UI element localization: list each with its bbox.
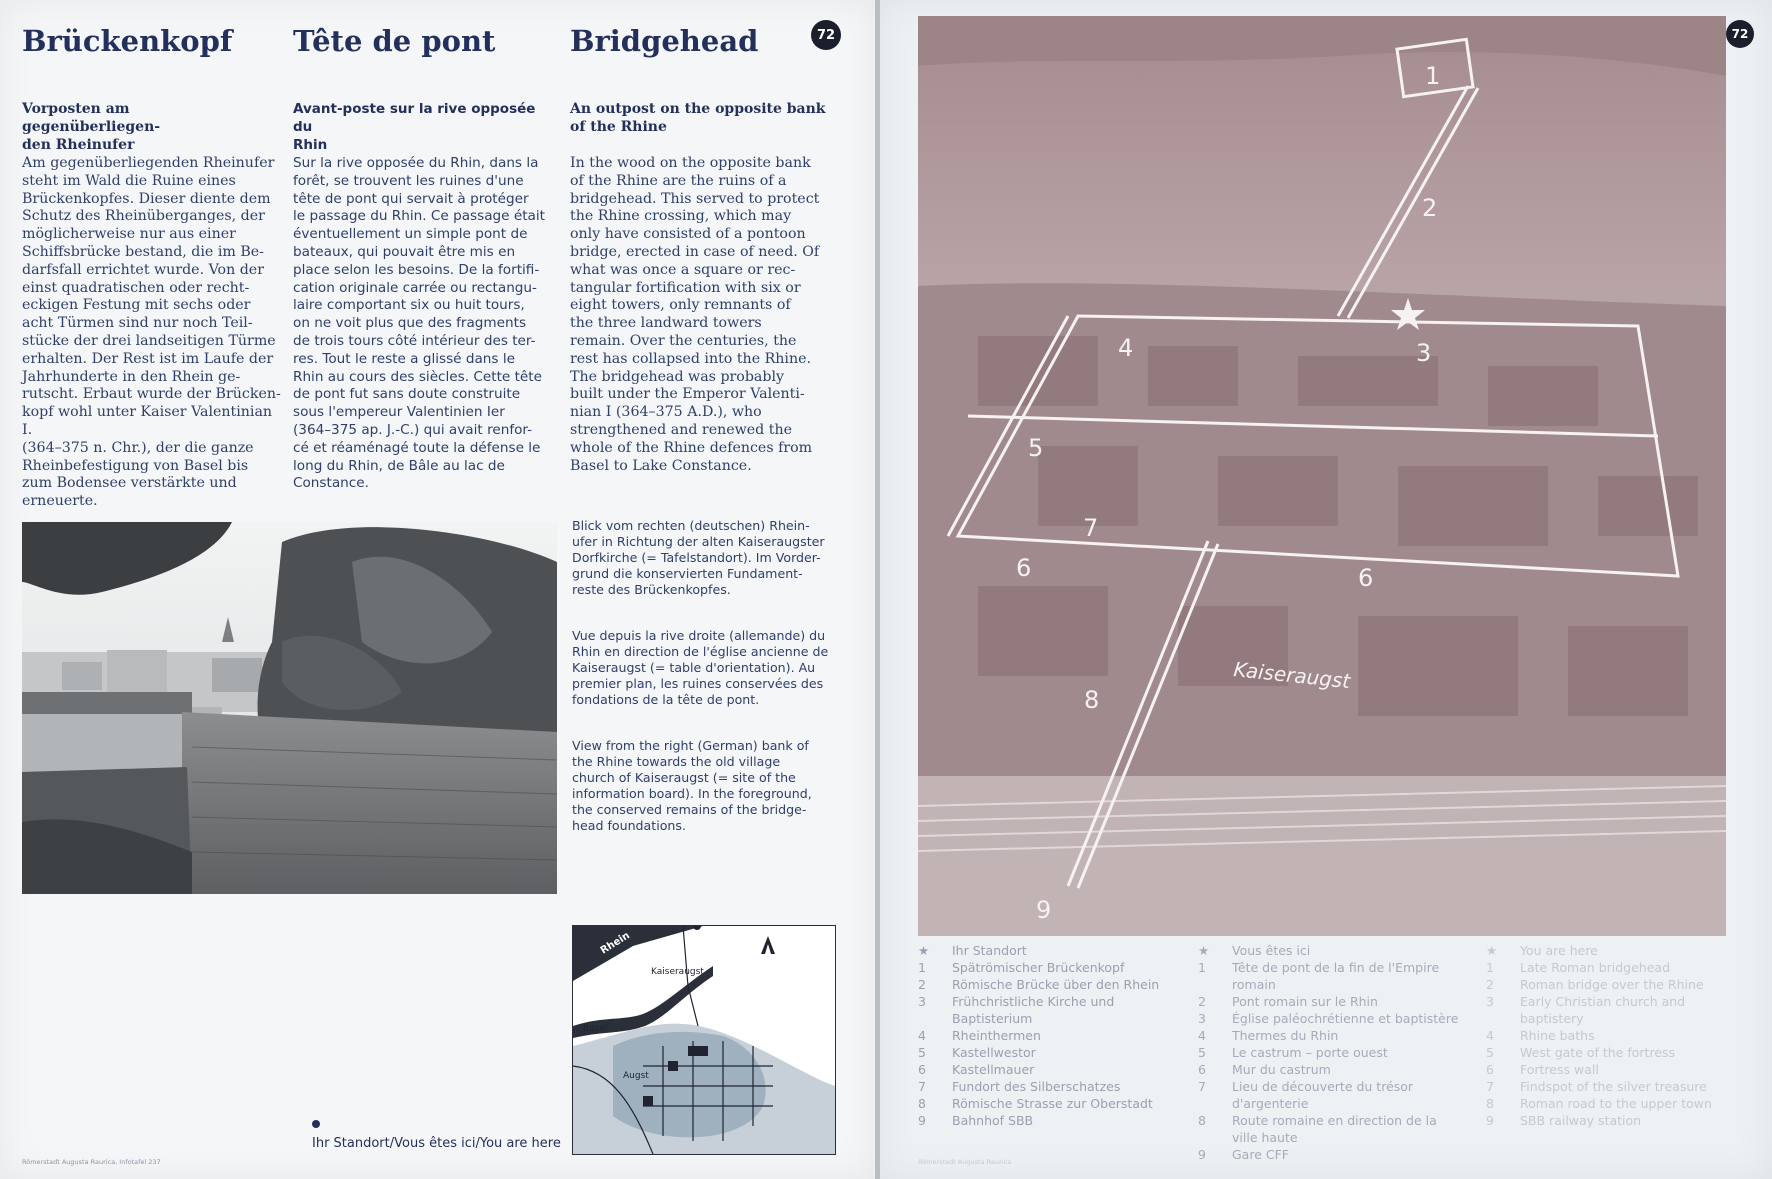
aerial-marker-7: 7 (1083, 514, 1099, 542)
legend-item-number: ★ (1486, 943, 1498, 958)
legend-item (918, 1027, 1159, 1044)
legend-item-number: 1 (1198, 960, 1206, 975)
legend-item (1486, 942, 1712, 959)
legend-item-number (1198, 1095, 1232, 1112)
legend-item-number: 4 (1486, 1028, 1494, 1043)
legend-item (1198, 1095, 1458, 1112)
body-english: In the wood on the opposite bank of the Rhine are the ruins of a bridgehead. This served to protect the Rhine crossing, which may only have consisted of a pontoon bridge, erected in case of need. Of what was once a square or rec- tangular fortification with six or eight towers, only remnants of the three landward towers remain. Over the centuries, the rest has collapsed into the Rhine. The bridgehead was probably built under the Emperor Valenti- nian I (364–375 A.D.), who strengthened and renewed the whole of the Rhine defences from Basel to Lake Constance. (570, 155, 820, 474)
legend-item-number: 5 (1486, 1045, 1494, 1060)
legend-item-number: 1 (1486, 960, 1494, 975)
legend-item-text: Late Roman bridgehead (1520, 960, 1671, 975)
legend-item-number: 3 (1198, 1011, 1206, 1026)
legend-item-text: Gare CFF (1232, 1147, 1289, 1162)
legend-item-number: 2 (1486, 977, 1494, 992)
legend-item-number (1486, 1010, 1520, 1027)
legend-item-number: ★ (1198, 943, 1210, 958)
legend-item-number: 5 (918, 1045, 926, 1060)
legend-item (1198, 1078, 1458, 1095)
map-label-augst: Augst (623, 1071, 649, 1081)
legend-item (1486, 1112, 1712, 1129)
title-english: Bridgehead (570, 24, 759, 58)
legend-item (1486, 976, 1712, 993)
legend-item (1198, 959, 1458, 976)
legend-german (918, 942, 1159, 1129)
aerial-marker-2: 2 (1422, 194, 1438, 222)
legend-item-number: 9 (918, 1113, 926, 1128)
legend-item-number: 3 (918, 994, 926, 1009)
legend-item-text: Early Christian church and (1520, 994, 1686, 1009)
legend-item-number: 7 (1198, 1079, 1206, 1094)
legend-item-number: 6 (1198, 1062, 1206, 1077)
legend-item-text: romain (1232, 977, 1276, 992)
aerial-photo (918, 16, 1726, 936)
legend-item-text: Thermes du Rhin (1232, 1028, 1339, 1043)
legend-item-number: 2 (918, 977, 926, 992)
legend-item (918, 1095, 1159, 1112)
legend-item (1486, 1027, 1712, 1044)
legend-item (918, 1112, 1159, 1129)
legend-item-number: 9 (1486, 1113, 1494, 1128)
board-number-badge: 72 (811, 20, 841, 50)
legend-item-text: Findspot of the silver treasure (1520, 1079, 1707, 1094)
legend-item (918, 959, 1159, 976)
legend-item-number: 2 (1198, 994, 1206, 1009)
legend-item-number: 8 (1198, 1113, 1206, 1128)
legend-item-number: 6 (1486, 1062, 1494, 1077)
legend-item-number: 6 (918, 1062, 926, 1077)
legend-item-text: Lieu de découverte du trésor (1232, 1079, 1414, 1094)
legend-item-text: Le castrum – porte ouest (1232, 1045, 1388, 1060)
legend-item-text: Fortress wall (1520, 1062, 1599, 1077)
legend-item (1198, 1010, 1458, 1027)
legend-item (1486, 1078, 1712, 1095)
legend-item (1486, 1010, 1712, 1027)
legend-item (918, 1078, 1159, 1095)
legend-item-text: Ihr Standort (952, 943, 1027, 958)
legend-item (1198, 1129, 1458, 1146)
legend-item-text: ville haute (1232, 1130, 1298, 1145)
locator-map (572, 925, 836, 1155)
subtitle-german: Vorposten am gegenüberliegen- den Rheinufer (22, 101, 161, 153)
aerial-marker-8: 8 (1084, 686, 1100, 714)
legend-item (918, 976, 1159, 993)
legend-item (918, 942, 1159, 959)
legend-item (1486, 959, 1712, 976)
legend-item (1198, 1044, 1458, 1061)
legend-item-number: 8 (1486, 1096, 1494, 1111)
legend-item-text: Frühchristliche Kirche und (952, 994, 1115, 1009)
legend-item-number: 1 (918, 960, 926, 975)
legend-item-text: West gate of the fortress (1520, 1045, 1676, 1060)
legend-item (1486, 993, 1712, 1010)
legend-item-text: Römische Brücke über den Rhein (952, 977, 1160, 992)
legend-item-text: Rhine baths (1520, 1028, 1595, 1043)
legend-item-text: Roman bridge over the Rhine (1520, 977, 1704, 992)
legend-item-number: 9 (1198, 1147, 1206, 1162)
legend-item-text: You are here (1520, 943, 1598, 958)
legend-item (1198, 976, 1458, 993)
legend-item-text: Römische Strasse zur Oberstadt (952, 1096, 1153, 1111)
right-credit: Römerstadt Augusta Raurica (918, 1158, 1012, 1166)
legend-item (1198, 1146, 1458, 1163)
legend-item-text: Kastellmauer (952, 1062, 1035, 1077)
legend-item-number (918, 1010, 952, 1027)
caption-german: Blick vom rechten (deutschen) Rhein- ufer in Richtung der alten Kaiseraugster Dorfkirche (= Tafelstandort). Im Vorder- grund die konservierten Fundament- reste des Brückenkopfes. (572, 518, 825, 597)
legend-item-number: 7 (918, 1079, 926, 1094)
legend-item-number: ★ (918, 943, 930, 958)
legend-item (1486, 1095, 1712, 1112)
legend-item-text: Baptisterium (952, 1011, 1033, 1026)
legend-item-text: Pont romain sur le Rhin (1232, 994, 1378, 1009)
map-label-river: Rhein (598, 930, 632, 957)
aerial-marker-4: 4 (1118, 334, 1134, 362)
caption-french: Vue depuis la rive droite (allemande) du Rhin en direction de l'église ancienne de Kaiseraugst (= table d'orientation). Au premier plan, les ruines conservées des fondations de la tête de pont. (572, 628, 829, 707)
legend-item-text: Route romaine en direction de la (1232, 1113, 1437, 1128)
legend-item-text: SBB railway station (1520, 1113, 1642, 1128)
map-label-kaiseraugst: Kaiseraugst (651, 967, 704, 977)
caption-english: View from the right (German) bank of the Rhine towards the old village church of Kaiseraugst (= site of the information board). In the foreground, the conserved remains of the bridge- head foundations. (572, 738, 812, 833)
subtitle-english: An outpost on the opposite bank of the Rhine (570, 101, 826, 135)
legend-item (1198, 1061, 1458, 1078)
legend-item (1486, 1061, 1712, 1078)
right-board-number-badge: 72 (1726, 20, 1754, 48)
legend-english (1486, 942, 1712, 1129)
legend-item (1198, 1027, 1458, 1044)
you-are-here-dot (312, 1120, 320, 1128)
legend-item (918, 1044, 1159, 1061)
legend-item-number: 5 (1198, 1045, 1206, 1060)
title-german: Brückenkopf (22, 24, 233, 58)
map-label-basel: Basel (583, 1024, 608, 1034)
legend-item (1198, 993, 1458, 1010)
body-german: Am gegenüberliegenden Rheinufer steht im Wald die Ruine eines Brückenkopfes. Dieser diente dem Schutz des Rheinüberganges, der möglicherweise nur aus einer Schiffsbrücke bestand, die im Be- darfsfall errichtet wurde. Von der einst quadratischen oder recht- eckigen Festung mit sechs oder acht Türmen sind nur noch Teil- stücke der drei landseitigen Türme erhalten. Der Rest ist im Laufe der Jahrhunderte in den Rhein ge- rutscht. Erbaut wurde der Brücken- kopf wohl unter Kaiser Valentinian I. (364–375 n. Chr.), der die ganze Rheinbefestigung von Basel bis zum Bodensee verstärkte und erneuerte. (22, 155, 281, 510)
legend-item-text: d'argenterie (1232, 1096, 1309, 1111)
legend-item-number: 7 (1486, 1079, 1494, 1094)
aerial-marker-1: 1 (1425, 62, 1441, 90)
aerial-place-label: Kaiseraugst (1232, 657, 1352, 694)
legend-item-text: Spätrömischer Brückenkopf (952, 960, 1125, 975)
subtitle-french: Avant-poste sur la rive opposée du Rhin (293, 101, 536, 153)
legend-item-text: Roman road to the upper town (1520, 1096, 1712, 1111)
left-credit: Römerstadt Augusta Raurica, Infotafel 237 (22, 1158, 161, 1166)
aerial-marker-5: 5 (1028, 434, 1044, 462)
legend-item-text: Fundort des Silberschatzes (952, 1079, 1121, 1094)
aerial-marker-6-west: 6 (1016, 554, 1032, 582)
legend-item-number: 4 (918, 1028, 926, 1043)
legend-item-text: Vous êtes ici (1232, 943, 1311, 958)
legend-item-text: Kastellwestor (952, 1045, 1036, 1060)
legend-item (1198, 1112, 1458, 1129)
legend-item-number: 3 (1486, 994, 1494, 1009)
title-french: Tête de pont (293, 24, 496, 58)
legend-item-number: 4 (1198, 1028, 1206, 1043)
legend-item (1486, 1044, 1712, 1061)
legend-item (918, 1061, 1159, 1078)
aerial-marker-6-east: 6 (1358, 564, 1374, 592)
bridgehead-ruin-photo (22, 522, 557, 894)
legend-item-text: Tête de pont de la fin de l'Empire (1232, 960, 1440, 975)
legend-item-text: Mur du castrum (1232, 1062, 1331, 1077)
legend-item-number (1198, 1129, 1232, 1146)
legend-item-text: Rheinthermen (952, 1028, 1041, 1043)
legend-item-text: Bahnhof SBB (952, 1113, 1034, 1128)
you-are-here-label: Ihr Standort/Vous êtes ici/You are here (312, 1136, 561, 1151)
legend-item-text: Église paléochrétienne et baptistère (1232, 1011, 1459, 1026)
legend-item-number (1198, 976, 1232, 993)
aerial-marker-9: 9 (1036, 896, 1052, 924)
body-french: Sur la rive opposée du Rhin, dans la forêt, se trouvent les ruines d'une tête de pont qui servait à protéger le passage du Rhin. Ce passage était éventuellement un simple pont de bateaux, qui pouvait être mis en place selon les besoins. De la fortifi- cation originale carrée ou rectangu- laire comportant six ou huit tours, on ne voit plus que des fragments de trois tours côté intérieur des ter- res. Tout le reste a glissé dans le Rhin au cours des siècles. Cette tête de pont fut sans doute construite sous l'empereur Valentinien Ier (364–375 ap. J.-C.) qui avait renfor- cé et réaménagé toute la défense le long du Rhin, de Bâle au lac de Constance. (293, 155, 545, 492)
aerial-marker-3: 3 (1416, 339, 1432, 367)
legend-item (918, 1010, 1159, 1027)
legend-item-number: 8 (918, 1096, 926, 1111)
legend-item (918, 993, 1159, 1010)
legend-french (1198, 942, 1458, 1163)
legend-item-text: baptistery (1520, 1011, 1584, 1026)
legend-item (1198, 942, 1458, 959)
